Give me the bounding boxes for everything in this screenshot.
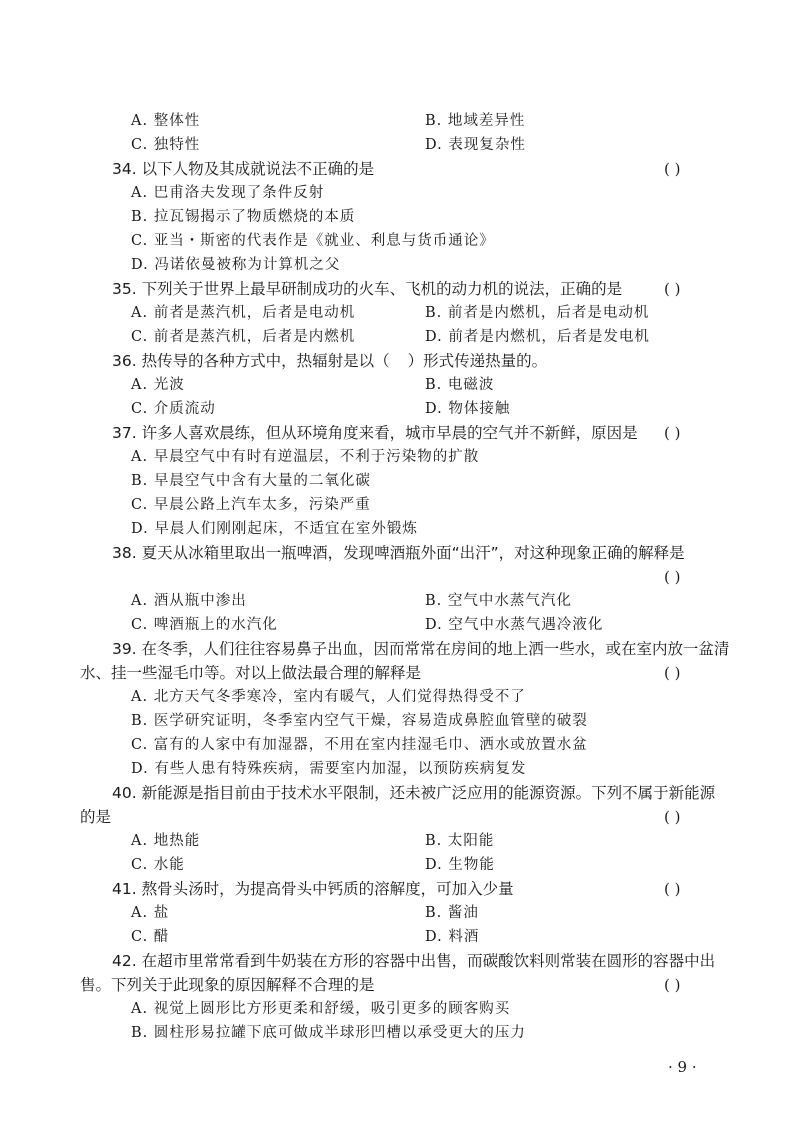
page-number: · 9 · xyxy=(668,1058,697,1076)
q38-option-c[interactable]: C. 啤酒瓶上的水汽化 xyxy=(131,617,278,633)
q36-option-b[interactable]: B. 电磁波 xyxy=(425,377,495,393)
q39-option-d[interactable]: D. 有些人患有特殊疾病，需要室内加湿，以预防疾病复发 xyxy=(131,761,527,777)
q38-option-a[interactable]: A. 酒从瓶中渗出 xyxy=(131,593,247,609)
q38-option-d[interactable]: D. 空气中水蒸气遇冷液化 xyxy=(425,617,604,633)
q37-option-c[interactable]: C. 早晨公路上汽车太多，污染严重 xyxy=(131,497,371,513)
q37-answer-bracket[interactable]: ( ) xyxy=(664,424,681,442)
q35-option-b[interactable]: B. 前者是内燃机，后者是电动机 xyxy=(425,305,650,321)
q39-option-c[interactable]: C. 富有的人家中有加湿器，不用在室内挂湿毛巾、洒水或放置水盆 xyxy=(131,737,588,753)
q40-option-b[interactable]: B. 太阳能 xyxy=(425,833,495,849)
q33-option-b[interactable]: B. 地域差异性 xyxy=(425,113,526,129)
q36-stem-before: 36. 热传导的各种方式中，热辐射是以（ xyxy=(112,352,390,370)
q42-stem-line1: 42. 在超市里常常看到牛奶装在方形的容器中出售，而碳酸饮料则常装在圆形的容器中出 xyxy=(112,952,716,970)
q39-answer-bracket[interactable]: ( ) xyxy=(664,664,681,682)
q34-option-a[interactable]: A. 巴甫洛夫发现了条件反射 xyxy=(131,185,325,201)
q34-option-c[interactable]: C. 亚当・斯密的代表作是《就业、利息与货币通论》 xyxy=(131,233,495,249)
q41-option-b[interactable]: B. 酱油 xyxy=(425,905,479,921)
q34-option-d[interactable]: D. 冯诺依曼被称为计算机之父 xyxy=(131,257,341,273)
q41-option-d[interactable]: D. 料酒 xyxy=(425,929,480,945)
q36-option-a[interactable]: A. 光波 xyxy=(131,377,185,393)
q41-option-c[interactable]: C. 醋 xyxy=(131,929,170,945)
q35-answer-bracket[interactable]: ( ) xyxy=(664,280,681,298)
q42-option-b[interactable]: B. 圆柱形易拉罐下底可做成半球形凹槽以承受更大的压力 xyxy=(131,1025,526,1041)
q36-stem xyxy=(112,351,547,371)
q42-stem-line2: 售。下列关于此现象的原因解释不合理的是 xyxy=(80,976,375,994)
q41-stem: 41. 熬骨头汤时，为提高骨头中钙质的溶解度，可加入少量 xyxy=(112,880,514,898)
q38-answer-bracket[interactable]: ( ) xyxy=(664,568,681,586)
q37-option-d[interactable]: D. 早晨人们刚刚起床，不适宜在室外锻炼 xyxy=(131,521,418,537)
q36-option-c[interactable]: C. 介质流动 xyxy=(131,401,216,417)
q39-stem-line2: 水、挂一些湿毛巾等。对以上做法最合理的解释是 xyxy=(80,664,422,682)
q35-option-a[interactable]: A. 前者是蒸汽机，后者是电动机 xyxy=(131,305,356,321)
q39-option-a[interactable]: A. 北方天气冬季寒冷，室内有暖气，人们觉得热得受不了 xyxy=(131,689,526,705)
q40-stem-line2: 的是 xyxy=(80,808,112,826)
q40-option-a[interactable]: A. 地热能 xyxy=(131,833,201,849)
q35-option-c[interactable]: C. 前者是蒸汽机，后者是内燃机 xyxy=(131,329,356,345)
q35-option-d[interactable]: D. 前者是内燃机，后者是发电机 xyxy=(425,329,650,345)
q40-option-c[interactable]: C. 水能 xyxy=(131,857,185,873)
q39-stem-line1: 39. 在冬季，人们往往容易鼻子出血，因而常常在房间的地上洒一些水，或在室内放一盆清 xyxy=(112,640,730,658)
q34-stem: 34. 以下人物及其成就说法不正确的是 xyxy=(112,160,375,178)
q37-option-a[interactable]: A. 早晨空气中有时有逆温层，不利于污染物的扩散 xyxy=(131,449,480,465)
q42-option-a[interactable]: A. 视觉上圆形比方形更柔和舒缓，吸引更多的顾客购买 xyxy=(131,1001,511,1017)
q39-option-b[interactable]: B. 医学研究证明，冬季室内空气干燥，容易造成鼻腔血管壁的破裂 xyxy=(131,713,588,729)
q33-option-c[interactable]: C. 独特性 xyxy=(131,137,201,153)
q40-option-d[interactable]: D. 生物能 xyxy=(425,857,495,873)
q33-option-a[interactable]: A. 整体性 xyxy=(131,113,201,129)
q34-option-b[interactable]: B. 拉瓦锡揭示了物质燃烧的本质 xyxy=(131,209,356,225)
q40-stem-line1: 40. 新能源是指目前由于技术水平限制，还未被广泛应用的能源资源。下列不属于新能源 xyxy=(112,784,716,802)
q40-answer-bracket[interactable]: ( ) xyxy=(664,808,681,826)
q38-stem: 38. 夏天从冰箱里取出一瓶啤酒，发现啤酒瓶外面“出汗”，对这种现象正确的解释是 xyxy=(112,544,685,562)
q36-option-d[interactable]: D. 物体接触 xyxy=(425,401,511,417)
q37-stem: 37. 许多人喜欢晨练，但从环境角度来看，城市早晨的空气并不新鲜，原因是 xyxy=(112,424,638,442)
q41-option-a[interactable]: A. 盐 xyxy=(131,905,170,921)
q35-stem: 35. 下列关于世界上最早研制成功的火车、飞机的动力机的说法，正确的是 xyxy=(112,280,623,298)
q42-answer-bracket[interactable]: ( ) xyxy=(664,976,681,994)
q41-answer-bracket[interactable]: ( ) xyxy=(664,880,681,898)
q33-option-d[interactable]: D. 表现复杂性 xyxy=(425,137,526,153)
q37-option-b[interactable]: B. 早晨空气中含有大量的二氧化碳 xyxy=(131,473,371,489)
q34-answer-bracket[interactable]: ( ) xyxy=(664,160,681,178)
q36-stem-after: ）形式传递热量的。 xyxy=(407,352,548,370)
q38-option-b[interactable]: B. 空气中水蒸气汽化 xyxy=(425,593,572,609)
